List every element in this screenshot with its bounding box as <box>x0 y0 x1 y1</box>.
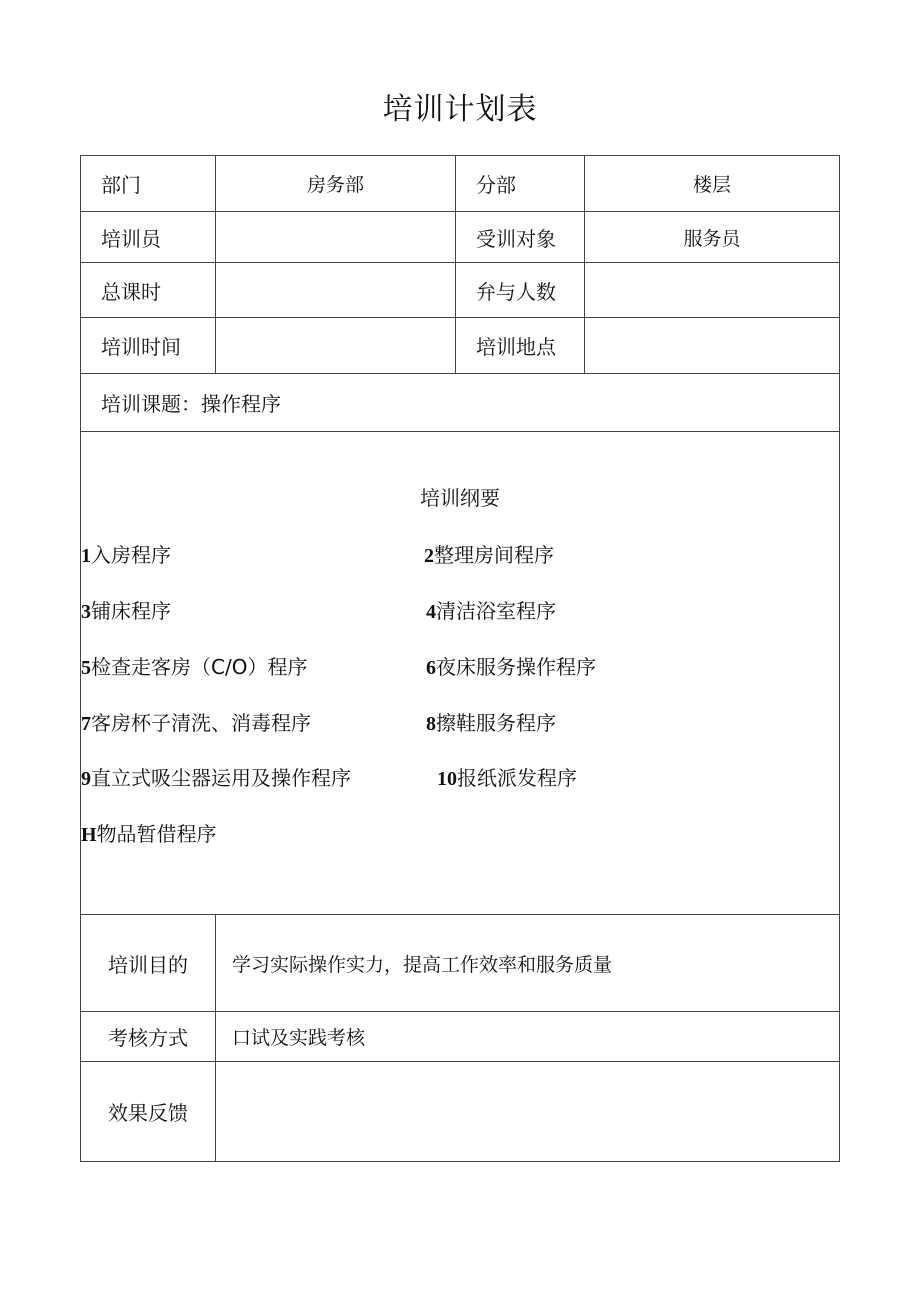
trainee-label: 受训对象 <box>456 212 585 263</box>
trainer-value[interactable] <box>216 212 456 263</box>
outline-title: 培训纲要 <box>420 486 500 510</box>
department-value[interactable]: 房务部 <box>216 156 456 212</box>
outline-item-number: 3 <box>81 601 91 623</box>
outline-item-text: 整理房间程序 <box>434 543 554 567</box>
outline-item-number: 9 <box>81 768 91 790</box>
outline-item-number: 1 <box>81 545 91 567</box>
page-title: 培训计划表 <box>382 92 538 127</box>
hours-label: 总课时 <box>81 263 216 318</box>
outline-item-5 <box>81 651 307 680</box>
outline-item-7 <box>81 707 311 736</box>
outline-item-2 <box>424 539 554 568</box>
row-department <box>81 156 840 212</box>
assessment-value[interactable]: 口试及实践考核 <box>216 1012 840 1062</box>
topic-label: 培训课题： <box>101 392 201 416</box>
outline-item-number: 4 <box>426 601 436 623</box>
outline-item-text: 夜床服务操作程序 <box>436 655 596 679</box>
assessment-label: 考核方式 <box>81 1012 216 1062</box>
row-purpose <box>81 915 840 1012</box>
row-assessment <box>81 1012 840 1062</box>
outline-item-4 <box>426 595 556 624</box>
row-topic <box>81 374 840 432</box>
row-time <box>81 318 840 374</box>
time-value[interactable] <box>216 318 456 374</box>
feedback-value[interactable] <box>216 1062 840 1162</box>
trainer-label: 培训员 <box>81 212 216 263</box>
training-plan-table <box>80 155 840 1162</box>
outline-item-text: 清洁浴室程序 <box>436 599 556 623</box>
location-label: 培训地点 <box>456 318 585 374</box>
outline-item-text: 擦鞋服务程序 <box>436 711 556 735</box>
division-value[interactable]: 楼层 <box>585 156 840 212</box>
outline-item-1 <box>81 539 171 568</box>
purpose-label: 培训目的 <box>81 915 216 1012</box>
outline-item-text: 检查走客房（C/O）程序 <box>91 655 308 679</box>
location-value[interactable] <box>585 318 840 374</box>
outline-item-text: 直立式吸尘器运用及操作程序 <box>91 766 351 790</box>
trainee-value[interactable]: 服务员 <box>585 212 840 263</box>
hours-value[interactable] <box>216 263 456 318</box>
outline-item-text: 报纸派发程序 <box>457 766 577 790</box>
outline-item-number: H <box>81 824 97 846</box>
outline-item-number: 7 <box>81 713 91 735</box>
purpose-value[interactable]: 学习实际操作实力，提高工作效率和服务质量 <box>216 915 840 1012</box>
feedback-label: 效果反馈 <box>81 1062 216 1162</box>
outline-item-number: 2 <box>424 545 434 567</box>
row-trainer <box>81 212 840 263</box>
outline-item-8 <box>426 707 556 736</box>
outline-item-text: 客房杯子清洗、消毒程序 <box>91 711 311 735</box>
outline-item-text: 入房程序 <box>91 543 171 567</box>
outline-item-9 <box>81 762 351 791</box>
outline-item-number: 8 <box>426 713 436 735</box>
topic-cell <box>81 374 840 432</box>
outline-item-number: 5 <box>81 657 91 679</box>
outline-item-11 <box>81 818 217 847</box>
department-label: 部门 <box>81 156 216 212</box>
outline-item-text: 物品暂借程序 <box>96 822 217 846</box>
outline-item-text: 铺床程序 <box>91 599 171 623</box>
outline-cell <box>81 432 840 915</box>
row-outline <box>81 432 840 915</box>
outline-item-number: 10 <box>437 768 457 790</box>
participants-value[interactable] <box>585 263 840 318</box>
outline-item-6 <box>426 651 596 680</box>
row-hours <box>81 263 840 318</box>
time-label: 培训时间 <box>81 318 216 374</box>
row-feedback <box>81 1062 840 1162</box>
division-label: 分部 <box>456 156 585 212</box>
outline-item-number: 6 <box>426 657 436 679</box>
outline-item-10 <box>437 762 577 791</box>
outline-item-3 <box>81 595 171 624</box>
topic-value[interactable]: 操作程序 <box>201 392 281 416</box>
participants-label: 弁与人数 <box>456 263 585 318</box>
